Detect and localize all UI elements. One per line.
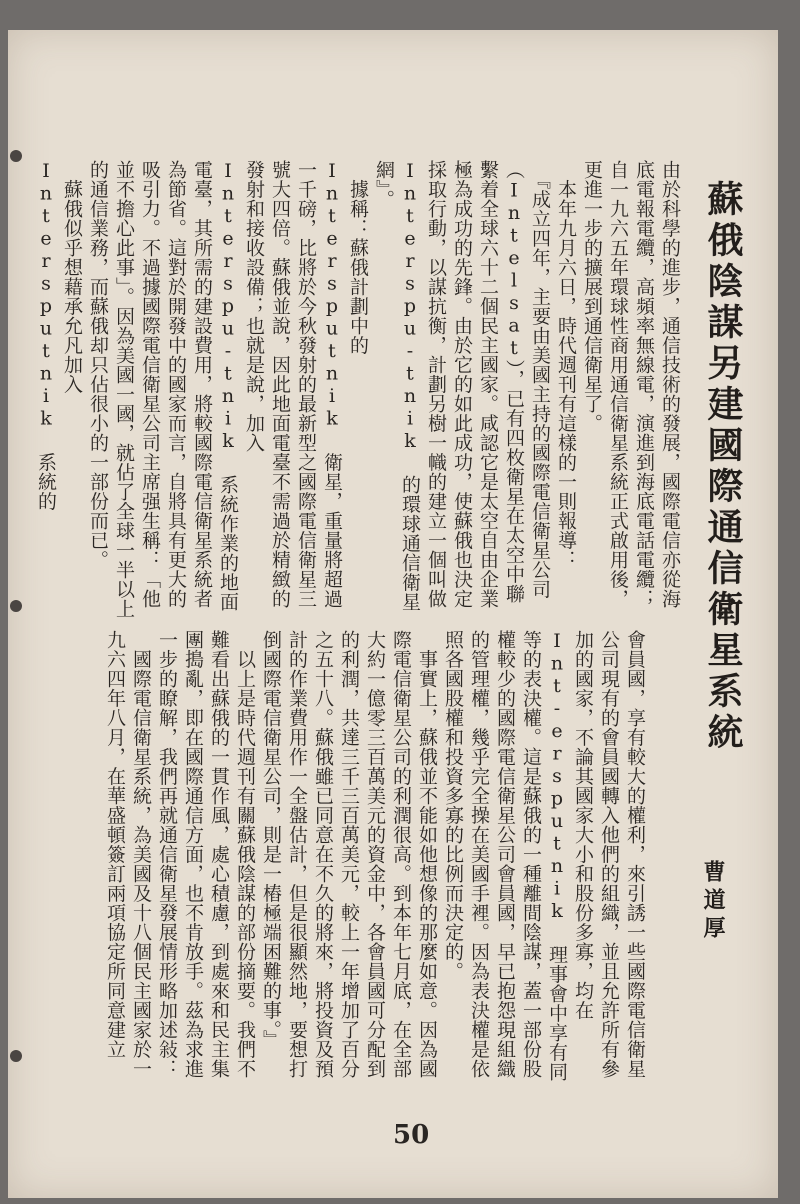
article-title: 蘇俄陰謀另建國際通信衛星系統 [702,180,744,754]
punch-hole [10,600,22,612]
author-name: 曹道厚 [700,860,726,944]
punch-hole [10,1050,22,1062]
document-page [8,30,778,1198]
body-text-lower: 會員國，享有較大的權利，來引誘一些國際電信衛星公司現有的會員國轉入他們的組織，並且允許所有參加的國家，不論其國家大小和股份多寡，均在 Int-ersputnik 理事會中享有同等的表決權。這是蘇俄的一種離間陰謀，蓋一部份股權較少的國際電信衛星公司會員國，早已抱怨現組織的管理權，幾乎完全操在美國手裡。因為表決權是依照各國股權和投資多寡的比例而決定的。 事實上，蘇俄並不能如他想像的那麼如意。因為國際電信衛星公司的利潤很高。到本年七月底，在全部大約一億零三百萬美元的資金中，各會員國可分配到的利潤，共達三千三百萬美元，較上一年增加了百分之五十八。蘇俄雖已同意在不久的將來，將投資及預計的作業費用作一全盤估計，但是很顯然地，要想打倒國際電信衛星公司，則是一樁極端困難的事。』 以上是時代週刊有關蘇俄陰謀的部份摘要。我們不難看出蘇俄的一貫作風，處心積慮，到處來和民主集團搗亂，即在國際通信方面，也不肯放手。茲為求進一步的瞭解，我們再就通信衛星發展情形略加述敍： 國際電信衛星系統，為美國及十八個民主國家於一九六四年八月，在華盛頓簽訂兩項協定所同意建立 [104,630,646,1082]
page-number: 50 [393,1120,430,1150]
body-text-upper: 由於科學的進步，通信技術的發展，國際電信亦從海底電報電纜，高頻率無線電，演進到海底電話電纜；自一九六五年環球性商用通信衛星系統正式啟用後，更進一步的擴展到通信衛星了。 本年九月六日，時代週刊有這樣的一則報導： 『成立四年，主要由美國主持的國際電信衛星公司（Intelsat），已有四枚衛星在太空中聯繫着全球六十二個民主國家。咸認它是太空自由企業極為成功的先鋒。由於它的如此成功，使蘇俄也決定採取行動，以謀抗衡，計劃另樹一幟的建立一個叫做 Interspu-tnik 的環球通信衛星網』。 據稱：蘇俄計劃中的 Intersputnik 衛星，重量將超過一千磅，比將於今秋發射的最新型之國際電信衛星三號大四倍。蘇俄並說，因此地面電臺不需過於精緻的發射和接收設備；也就是說，加入 Interspu-tnik 系統作業的地面電臺，其所需的建設費用，將較國際電信衛星系統者為節省。這對於開發中的國家而言，自將具有更大的吸引力。不過據國際電信衛星公司主席强生稱：「他並不擔心此事」。因為美國一國，就佔了全球一半以上的通信業務，而蘇俄却只佔很小的一部份而已。 蘇俄似乎想藉承允凡加入 Intersputnik 系統的 [35,160,681,619]
punch-hole [10,150,22,162]
